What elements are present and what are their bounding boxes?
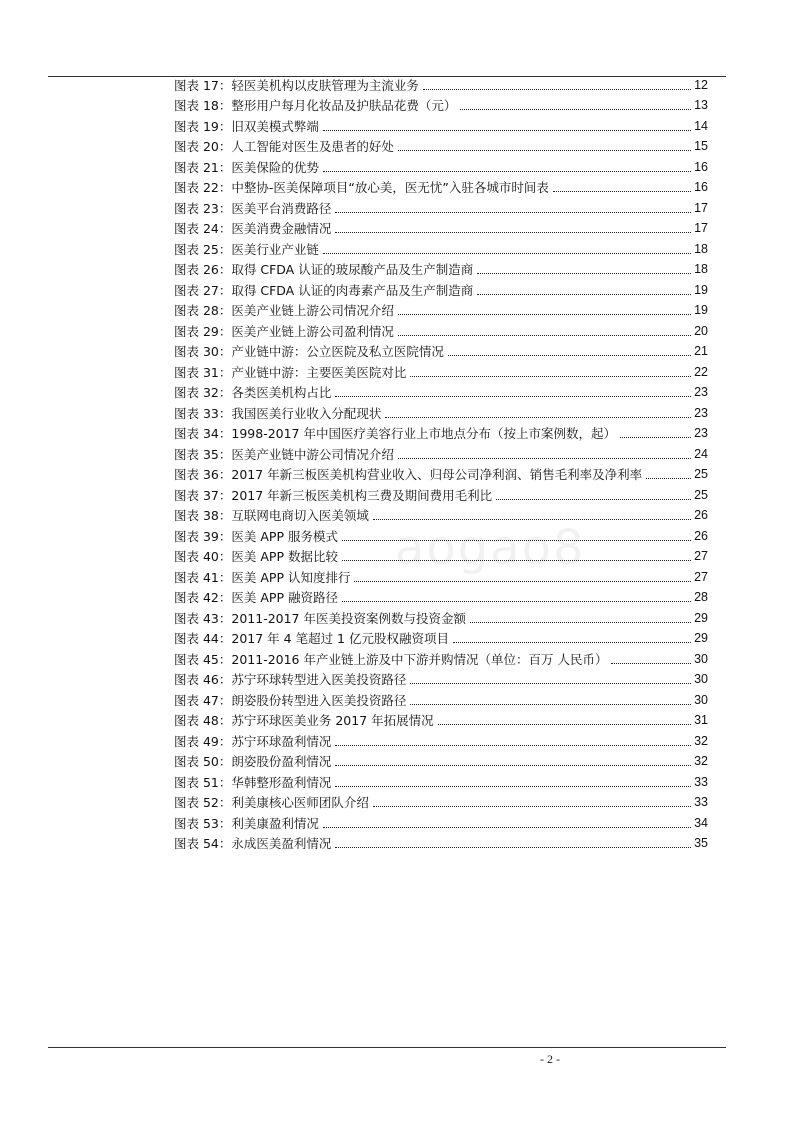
toc-entry-title: 图表 53：利美康盈利情况 — [174, 815, 319, 831]
toc-entry-page-number: 22 — [694, 364, 708, 379]
toc-entry-title: 图表 26：取得 CFDA 认证的玻尿酸产品及生产制造商 — [174, 262, 474, 277]
toc-entry[interactable] — [174, 710, 708, 731]
toc-entry-page-number: 26 — [694, 528, 708, 543]
toc-entry-title: 图表 24：医美消费金融情况 — [174, 221, 332, 236]
toc-entry-page-number: 12 — [694, 77, 708, 92]
toc-entry-page-number: 29 — [694, 631, 708, 645]
toc-entry[interactable] — [174, 464, 708, 485]
toc-dot-leader — [335, 745, 691, 746]
toc-dot-leader — [335, 232, 691, 233]
toc-entry-title: 图表 21：医美保险的优势 — [174, 159, 319, 175]
toc-dot-leader — [323, 130, 691, 131]
toc-entry-page-number: 26 — [694, 508, 708, 522]
toc-dot-leader — [385, 417, 691, 418]
toc-dot-leader — [398, 150, 691, 151]
toc-entry-title: 图表 32：各类医美机构占比 — [174, 385, 332, 400]
toc-entry-page-number: 29 — [694, 610, 708, 625]
toc-entry[interactable] — [174, 423, 708, 444]
toc-entry[interactable] — [174, 792, 708, 813]
toc-dot-leader — [448, 355, 691, 356]
toc-entry-page-number: 23 — [694, 426, 708, 440]
toc-entry[interactable] — [174, 812, 708, 833]
toc-entry[interactable] — [174, 259, 708, 280]
toc-entry-page-number: 18 — [694, 241, 708, 256]
toc-entry[interactable] — [174, 751, 708, 772]
toc-entry[interactable] — [174, 300, 708, 321]
toc-entry-title: 图表 40：医美 APP 数据比较 — [174, 549, 338, 564]
toc-entry-page-number: 21 — [694, 344, 708, 358]
toc-entry-page-number: 30 — [694, 672, 708, 686]
toc-dot-leader — [323, 171, 691, 172]
toc-entry[interactable] — [174, 238, 708, 259]
toc-entry[interactable] — [174, 771, 708, 792]
toc-entry-page-number: 24 — [694, 446, 708, 461]
toc-entry-title: 图表 47：朗姿股份转型进入医美投资路径 — [174, 692, 407, 708]
toc-dot-leader — [646, 478, 691, 479]
toc-entry[interactable] — [174, 628, 708, 649]
toc-dot-leader — [620, 437, 691, 438]
toc-entry[interactable] — [174, 218, 708, 239]
toc-dot-leader — [611, 663, 691, 664]
toc-entry-title: 图表 23：医美平台消费路径 — [174, 200, 332, 216]
toc-entry[interactable] — [174, 361, 708, 382]
toc-entry[interactable] — [174, 341, 708, 362]
toc-dot-leader — [398, 458, 691, 459]
toc-entry-title: 图表 34：1998-2017 年中国医疗美容行业上市地点分布（按上市案例数，起） — [174, 426, 616, 441]
toc-dot-leader — [354, 581, 691, 582]
toc-entry[interactable] — [174, 320, 708, 341]
toc-entry-title: 图表 33：我国医美行业收入分配现状 — [174, 405, 382, 421]
toc-dot-leader — [553, 191, 691, 192]
toc-entry-title: 图表 42：医美 APP 融资路径 — [174, 590, 338, 605]
toc-entry-page-number: 30 — [694, 692, 708, 707]
toc-entry[interactable] — [174, 833, 708, 854]
toc-entry[interactable] — [174, 730, 708, 751]
toc-dot-leader — [410, 376, 691, 377]
toc-entry-page-number: 32 — [694, 733, 708, 748]
toc-entry-title: 图表 44：2017 年 4 笔超过 1 亿元股权融资项目 — [174, 631, 449, 646]
toc-dot-leader — [335, 786, 691, 787]
toc-entry-page-number: 33 — [694, 795, 708, 809]
toc-entry-title: 图表 28：医美产业链上游公司情况介绍 — [174, 303, 394, 318]
toc-dot-leader — [398, 335, 691, 336]
toc-entry-title: 图表 31：产业链中游：主要医美医院对比 — [174, 364, 407, 380]
toc-entry-title: 图表 52：利美康核心医师团队介绍 — [174, 795, 369, 810]
toc-entry-page-number: 25 — [694, 487, 708, 502]
toc-dot-leader — [410, 704, 691, 705]
toc-entry-page-number: 14 — [694, 118, 708, 133]
toc-entry[interactable] — [174, 443, 708, 464]
toc-dot-leader — [460, 109, 691, 110]
toc-entry-title: 图表 48：苏宁环球医美业务 2017 年拓展情况 — [174, 713, 434, 728]
watermark: aogao8 — [395, 520, 586, 576]
toc-dot-leader — [477, 273, 691, 274]
toc-dot-leader — [323, 827, 691, 828]
toc-entry[interactable] — [174, 648, 708, 669]
toc-entry-page-number: 23 — [694, 405, 708, 420]
toc-entry-page-number: 17 — [694, 200, 708, 215]
toc-entry-title: 图表 49：苏宁环球盈利情况 — [174, 733, 332, 749]
toc-dot-leader — [342, 601, 691, 602]
toc-entry-title: 图表 43：2011-2017 年医美投资案例数与投资金额 — [174, 610, 466, 626]
toc-entry-title: 图表 37：2017 年新三板医美机构三费及期间费用毛利比 — [174, 487, 493, 503]
toc-entry[interactable] — [174, 95, 708, 116]
toc-dot-leader — [335, 212, 691, 213]
toc-entry[interactable] — [174, 177, 708, 198]
toc-entry-page-number: 25 — [694, 467, 708, 481]
toc-dot-leader — [335, 396, 691, 397]
footer-rule — [48, 1047, 726, 1048]
toc-dot-leader — [453, 642, 691, 643]
toc-entry[interactable] — [174, 689, 708, 710]
toc-entry[interactable] — [174, 402, 708, 423]
toc-dot-leader — [335, 847, 691, 848]
toc-entry[interactable] — [174, 115, 708, 136]
toc-entry-page-number: 19 — [694, 303, 708, 317]
toc-entry-title: 图表 30：产业链中游：公立医院及私立医院情况 — [174, 344, 444, 359]
toc-entry-page-number: 30 — [694, 651, 708, 666]
toc-dot-leader — [423, 89, 691, 90]
toc-entry-title: 图表 18：整形用户每月化妆品及护肤品花费（元） — [174, 98, 457, 113]
toc-entry-page-number: 20 — [694, 323, 708, 338]
toc-entry-title: 图表 51：华韩整形盈利情况 — [174, 774, 332, 790]
toc-dot-leader — [438, 724, 691, 725]
toc-entry-page-number: 35 — [694, 836, 708, 850]
toc-dot-leader — [410, 683, 691, 684]
toc-entry-title: 图表 39：医美 APP 服务模式 — [174, 528, 338, 544]
toc-entry-page-number: 28 — [694, 590, 708, 604]
toc-entry-title: 图表 50：朗姿股份盈利情况 — [174, 754, 332, 769]
toc-entry[interactable] — [174, 382, 708, 403]
toc-entry[interactable] — [174, 607, 708, 628]
toc-entry[interactable] — [174, 484, 708, 505]
toc-dot-leader — [477, 294, 691, 295]
toc-entry-title: 图表 19：旧双美模式弊端 — [174, 118, 319, 134]
toc-dot-leader — [496, 499, 691, 500]
toc-entry-title: 图表 25：医美行业产业链 — [174, 241, 319, 257]
toc-entry-title: 图表 29：医美产业链上游公司盈利情况 — [174, 323, 394, 339]
toc-entry[interactable] — [174, 156, 708, 177]
toc-entry-title: 图表 17：轻医美机构以皮肤管理为主流业务 — [174, 77, 419, 93]
toc-entry-page-number: 13 — [694, 98, 708, 112]
toc-entry-page-number: 23 — [694, 385, 708, 399]
toc-entry-title: 图表 36：2017 年新三板医美机构营业收入、归母公司净利润、销售毛利率及净利率 — [174, 467, 643, 482]
toc-entry-page-number: 31 — [694, 713, 708, 727]
toc-entry-title: 图表 38：互联网电商切入医美领域 — [174, 508, 369, 523]
toc-entry-title: 图表 20：人工智能对医生及患者的好处 — [174, 139, 394, 154]
toc-entry-page-number: 33 — [694, 774, 708, 789]
toc-entry-page-number: 18 — [694, 262, 708, 276]
toc-entry-page-number: 16 — [694, 180, 708, 194]
toc-entry-title: 图表 27：取得 CFDA 认证的肉毒素产品及生产制造商 — [174, 282, 474, 298]
toc-entry-title: 图表 46：苏宁环球转型进入医美投资路径 — [174, 672, 407, 687]
toc-entry[interactable] — [174, 669, 708, 690]
toc-entry[interactable] — [174, 136, 708, 157]
toc-entry-page-number: 16 — [694, 159, 708, 174]
toc-entry-page-number: 17 — [694, 221, 708, 235]
toc-entry-title: 图表 54：永成医美盈利情况 — [174, 836, 332, 851]
page-number: - 2 - — [540, 1052, 560, 1066]
toc-entry-page-number: 34 — [694, 815, 708, 830]
toc-entry-page-number: 15 — [694, 139, 708, 153]
toc-dot-leader — [323, 253, 691, 254]
toc-dot-leader — [398, 314, 691, 315]
toc-entry-page-number: 32 — [694, 754, 708, 768]
toc-entry-page-number: 27 — [694, 549, 708, 563]
toc-entry[interactable] — [174, 587, 708, 608]
toc-entry-title: 图表 22：中整协-医美保障项目“放心美，医无忧”入驻各城市时间表 — [174, 180, 549, 195]
table-of-figures — [174, 74, 708, 853]
toc-entry-page-number: 27 — [694, 569, 708, 584]
toc-dot-leader — [470, 622, 691, 623]
toc-entry[interactable] — [174, 197, 708, 218]
toc-entry-title: 图表 41：医美 APP 认知度排行 — [174, 569, 351, 585]
toc-entry-title: 图表 45：2011-2016 年产业链上游及中下游并购情况（单位：百万 人民币） — [174, 651, 608, 667]
toc-dot-leader — [373, 806, 691, 807]
toc-entry-title: 图表 35：医美产业链中游公司情况介绍 — [174, 446, 394, 462]
toc-dot-leader — [335, 765, 691, 766]
toc-entry[interactable] — [174, 74, 708, 95]
toc-entry-page-number: 19 — [694, 282, 708, 297]
toc-entry[interactable] — [174, 279, 708, 300]
